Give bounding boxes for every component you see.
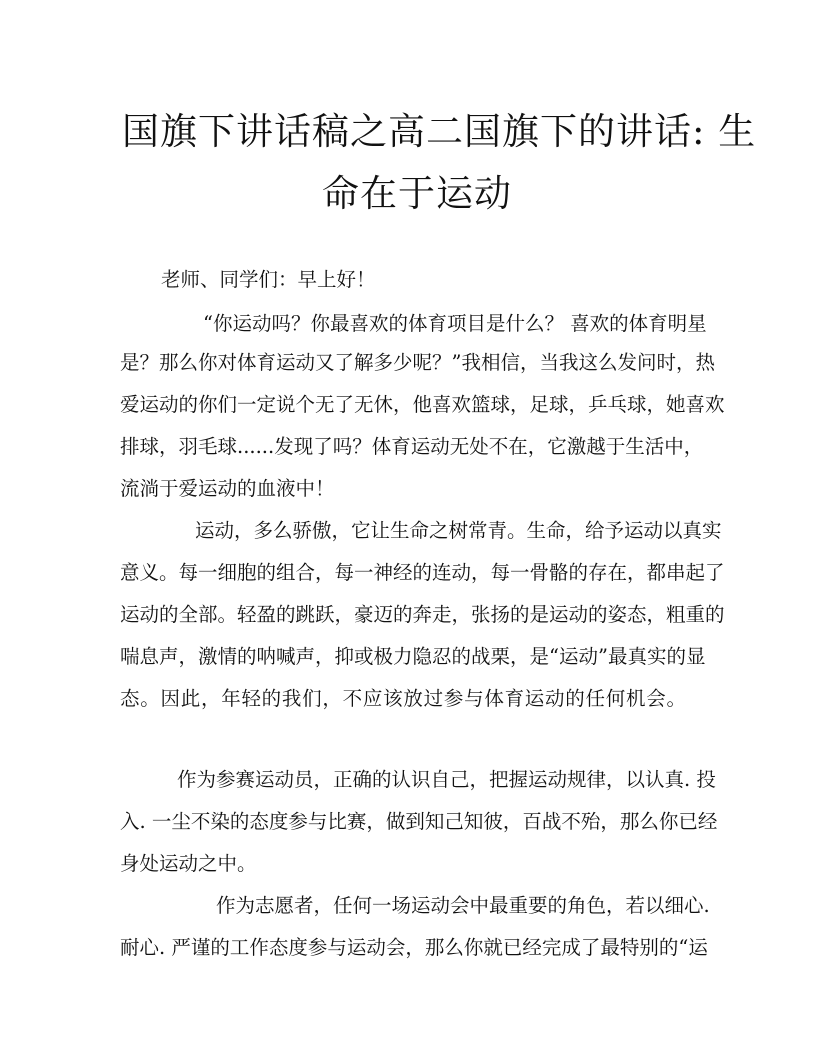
paragraph-4-line-1: 作为志愿者，任何一场运动会中最重要的角色，若以细心. [216,894,710,917]
paragraph-1-line-1: “你运动吗？你最喜欢的体育项目是什么？ 喜欢的体育明星 [203,312,707,335]
greeting-line: 老师、同学们：早上好！ [161,268,376,291]
paragraph-2-line-3: 运动的全部。轻盈的跳跃，豪迈的奔走，张扬的是运动的姿态，粗重的 [120,603,725,626]
paragraph-2-line-4: 喘息声，激情的呐喊声，抑或极力隐忍的战栗，是“运动”最真实的显 [120,645,706,668]
paragraph-4-line-2: 耐心. 严谨的工作态度参与运动会，那么你就已经完成了最特别的“运 [120,936,708,959]
paragraph-2-line-5: 态。因此，年轻的我们，不应该放过参与体育运动的任何机会。 [120,687,686,710]
document-title-line-2: 命在于运动 [322,172,512,215]
paragraph-2-line-2: 意义。每一细胞的组合，每一神经的连动，每一骨骼的存在，都串起了 [120,561,725,584]
document-title-line-1: 国旗下讲话稿之高二国旗下的讲话: 生 [122,110,757,153]
paragraph-1-line-3: 爱运动的你们一定说个无了无休，他喜欢篮球，足球，乒乓球，她喜欢 [120,393,725,416]
paragraph-2-line-1: 运动，多么骄傲，它让生命之树常青。生命，给予运动以真实 [195,519,722,542]
paragraph-3-line-1: 作为参赛运动员，正确的认识自己，把握运动规律，以认真. 投 [177,768,716,791]
paragraph-1-line-5: 流淌于爱运动的血液中！ [120,477,335,500]
paragraph-3-line-3: 身处运动之中。 [120,852,257,875]
paragraph-1-line-2: 是？那么你对体育运动又了解多少呢？”我相信，当我这么发问时，热 [120,351,715,374]
paragraph-3-line-2: 入. 一尘不染的态度参与比赛，做到知己知彼，百战不殆，那么你已经 [120,810,718,833]
paragraph-1-line-4: 排球，羽毛球......发现了吗？体育运动无处不在，它激越于生活中， [120,435,704,458]
